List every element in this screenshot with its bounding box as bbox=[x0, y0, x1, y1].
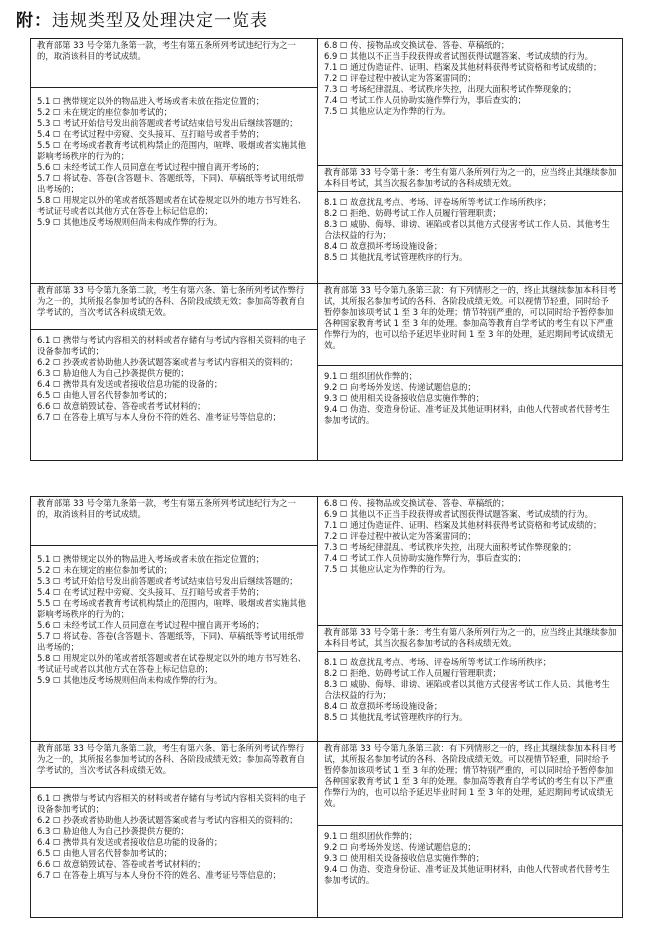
section-header-text: 教育部第 33 号令第九条第三款：有下列情形之一的，终止其继续参加本科目考试，其所报名参加考试的各科、各阶段成绩无效。可以视情节轻重，同时给予暂停参加该项考试 1 至 3 年的处理；情节特别严重的，可以同时给予暂停参加各种国家教育考试 1 至 3 年的处理。参加高等教育自学考试的考生有以下严重作弊行为的，也可以给予延迟毕业时间 1 至 3 年的处理，延迟期间考试成绩无效。 bbox=[324, 285, 617, 350]
list-item: 6.5 ☐ 由他人冒名代替参加考试的； bbox=[37, 390, 173, 400]
list-item: 5.1 ☐ 携带规定以外的物品进入考场或者未放在指定位置的； bbox=[37, 554, 265, 564]
table-right-column bbox=[318, 39, 622, 460]
list-item: 5.9 ☐ 其他违反考场规则但尚未构成作弊的行为。 bbox=[37, 217, 223, 227]
list-item: 6.7 ☐ 在答卷上填写与本人身份不符的姓名、准考证号等信息的； bbox=[37, 412, 281, 422]
list-item: 7.5 ☐ 其他应认定为作弊的行为。 bbox=[324, 564, 451, 574]
list-item: 5.9 ☐ 其他违反考场规则但尚未构成作弊的行为。 bbox=[37, 675, 223, 685]
section-items-5 bbox=[31, 91, 317, 281]
list-item: 5.8 ☐ 用规定以外的笔或者纸答题或者在试卷规定以外的地方书写姓名、考试证号或者以其他方式在答卷上标记信息的； bbox=[37, 195, 307, 216]
list-item: 5.6 ☐ 未经考试工作人员同意在考试过程中擅自离开考场的； bbox=[37, 620, 265, 630]
list-item: 9.4 ☐ 伪造、变造身份证、准考证及其他证明材料，由他人代替或者代替考生参加考试的。 bbox=[324, 404, 610, 425]
section-items-6-7 bbox=[318, 497, 622, 625]
list-item: 5.2 ☐ 未在规定的座位参加考试的； bbox=[37, 565, 173, 575]
list-item: 7.2 ☐ 评卷过程中被认定为答案雷同的； bbox=[324, 531, 476, 541]
section-items-8 bbox=[318, 651, 622, 741]
list-item: 8.3 ☐ 威胁、侮辱、诽谤、诬陷或者以其他方式侵害考试工作人员、其他考生合法权益的行为； bbox=[324, 679, 610, 700]
list-item: 5.8 ☐ 用规定以外的笔或者纸答题或者在试卷规定以外的地方书写姓名、考试证号或者以其他方式在答卷上标记信息的； bbox=[37, 653, 307, 674]
list-item: 9.1 ☐ 组织团伙作弊的； bbox=[324, 371, 418, 381]
list-item: 7.3 ☐ 考场纪律混乱、考试秩序失控，出现大面积考试作弊现象的； bbox=[324, 542, 577, 552]
list-item: 7.4 ☐ 考试工作人员协助实施作弊行为，事后查实的； bbox=[324, 95, 527, 105]
list-item: 8.2 ☐ 拒绝、妨碍考试工作人员履行管理职责； bbox=[324, 208, 501, 218]
document-title bbox=[16, 6, 268, 34]
list-item: 7.1 ☐ 通过伪造证件、证明、档案及其他材料获得考试资格和考试成绩的； bbox=[324, 520, 602, 530]
list-item: 5.4 ☐ 在考试过程中旁窥、交头接耳、互打暗号或者手势的； bbox=[37, 129, 265, 139]
section-header-text: 教育部第 33 号令第十条：考生有第八条所列行为之一的，应当终止其继续参加本科目考试，其当次报名参加考试的各科成绩无效。 bbox=[324, 167, 617, 188]
section-header-8 bbox=[318, 165, 622, 191]
list-item: 8.5 ☐ 其他扰乱考试管理秩序的行为。 bbox=[324, 252, 468, 262]
violation-table bbox=[30, 496, 623, 918]
list-item: 5.3 ☐ 考试开始信号发出前答题或者考试结束信号发出后继续答题的； bbox=[37, 118, 298, 128]
section-header-6-7 bbox=[31, 283, 317, 329]
section-header-9 bbox=[318, 741, 622, 825]
list-item: 6.8 ☐ 传、接物品或交换试卷、答卷、草稿纸的； bbox=[324, 498, 510, 508]
list-item: 8.1 ☐ 故意扰乱考点、考场、评卷场所等考试工作场所秩序； bbox=[324, 197, 552, 207]
section-items-9 bbox=[318, 365, 622, 462]
list-item: 5.3 ☐ 考试开始信号发出前答题或者考试结束信号发出后继续答题的； bbox=[37, 576, 298, 586]
list-item: 6.2 ☐ 抄袭或者协助他人抄袭试题答案或者与考试内容相关的资料的； bbox=[37, 815, 298, 825]
section-items-6 bbox=[31, 329, 317, 462]
list-item: 6.9 ☐ 其他以不正当手段获得或者试图获得试题答案、考试成绩的行为。 bbox=[324, 51, 594, 61]
list-item: 8.1 ☐ 故意扰乱考点、考场、评卷场所等考试工作场所秩序； bbox=[324, 657, 552, 667]
table-right-column bbox=[318, 497, 622, 917]
list-item: 5.1 ☐ 携带规定以外的物品进入考场或者未放在指定位置的； bbox=[37, 96, 265, 106]
section-header-5 bbox=[31, 39, 317, 87]
section-header-text: 教育部第 33 号令第九条第一款，考生有第五条所列考试违纪行为之一的，取消该科目的考试成绩。 bbox=[37, 498, 296, 519]
list-item: 8.5 ☐ 其他扰乱考试管理秩序的行为。 bbox=[324, 712, 468, 722]
list-item: 9.3 ☐ 使用相关设备接收信息实施作弊的； bbox=[324, 853, 485, 863]
list-item: 6.2 ☐ 抄袭或者协助他人抄袭试题答案或者与考试内容相关的资料的； bbox=[37, 357, 298, 367]
list-item: 5.2 ☐ 未在规定的座位参加考试的； bbox=[37, 107, 173, 117]
list-item: 9.2 ☐ 向考场外发送、传递试题信息的； bbox=[324, 382, 476, 392]
list-item: 8.4 ☐ 故意损坏考场设施设备； bbox=[324, 241, 443, 251]
list-item: 6.1 ☐ 携带与考试内容相关的材料或者存储有与考试内容相关资料的电子设备参加考试的； bbox=[37, 793, 307, 814]
list-item: 9.3 ☐ 使用相关设备接收信息实施作弊的； bbox=[324, 393, 485, 403]
list-item: 6.3 ☐ 胁迫他人为自己抄袭提供方便的； bbox=[37, 826, 189, 836]
list-item: 7.4 ☐ 考试工作人员协助实施作弊行为，事后查实的； bbox=[324, 553, 527, 563]
list-item: 5.6 ☐ 未经考试工作人员同意在考试过程中擅自离开考场的； bbox=[37, 162, 265, 172]
section-header-text: 教育部第 33 号令第九条第二款，考生有第六条、第七条所列考试作弊行为之一的，其所报名参加考试的各科、各阶段成绩无效；参加高等教育自学考试的，当次考试各科成绩无效。 bbox=[37, 743, 305, 775]
list-item: 6.3 ☐ 胁迫他人为自己抄袭提供方便的； bbox=[37, 368, 189, 378]
list-item: 5.5 ☐ 在考场或者教育考试机构禁止的范围内，喧哗、吸烟或者实施其他影响考场秩序的行为的； bbox=[37, 598, 307, 619]
section-header-text: 教育部第 33 号令第十条：考生有第八条所列行为之一的，应当终止其继续参加本科目考试，其当次报名参加考试的各科成绩无效。 bbox=[324, 627, 617, 648]
table-left-column bbox=[31, 39, 318, 460]
list-item: 9.2 ☐ 向考场外发送、传递试题信息的； bbox=[324, 842, 476, 852]
title-text: 违规类型及处理决定一览表 bbox=[52, 11, 268, 31]
section-items-5 bbox=[31, 549, 317, 741]
section-header-9 bbox=[318, 283, 622, 365]
section-header-5 bbox=[31, 497, 317, 545]
section-header-8 bbox=[318, 625, 622, 651]
section-header-text: 教育部第 33 号令第九条第三款：有下列情形之一的，终止其继续参加本科目考试，其所报名参加考试的各科、各阶段成绩无效。可以视情节轻重，同时给予暂停参加该项考试 1 至 3 年的处理；情节特别严重的，可以同时给予暂停参加各种国家教育考试 1 至 3 年的处理。参加高等教育自学考试的考生有以下严重作弊行为的，也可以给予延迟毕业时间 1 至 3 年的处理，延迟期间考试成绩无效。 bbox=[324, 743, 617, 808]
list-item: 9.4 ☐ 伪造、变造身份证、准考证及其他证明材料，由他人代替或者代替考生参加考试的。 bbox=[324, 864, 610, 885]
list-item: 6.6 ☐ 故意销毁试卷、答卷或者考试材料的； bbox=[37, 859, 206, 869]
list-item: 7.3 ☐ 考场纪律混乱、考试秩序失控，出现大面积考试作弊现象的； bbox=[324, 84, 577, 94]
title-prefix: 附： bbox=[16, 11, 52, 31]
section-items-6 bbox=[31, 787, 317, 919]
list-item: 6.8 ☐ 传、接物品或交换试卷、答卷、草稿纸的； bbox=[324, 40, 510, 50]
list-item: 6.7 ☐ 在答卷上填写与本人身份不符的姓名、准考证号等信息的； bbox=[37, 870, 281, 880]
table-left-column bbox=[31, 497, 318, 917]
list-item: 5.7 ☐ 将试卷、答卷(含答题卡、答题纸等，下同)、草稿纸等考试用纸带出考场的； bbox=[37, 631, 305, 652]
list-item: 7.1 ☐ 通过伪造证件、证明、档案及其他材料获得考试资格和考试成绩的； bbox=[324, 62, 602, 72]
list-item: 5.5 ☐ 在考场或者教育考试机构禁止的范围内，喧哗、吸烟或者实施其他影响考场秩序的行为的； bbox=[37, 140, 307, 161]
list-item: 6.5 ☐ 由他人冒名代替参加考试的； bbox=[37, 848, 173, 858]
list-item: 6.4 ☐ 携带具有发送或者接收信息功能的设备的； bbox=[37, 837, 223, 847]
section-header-6-7 bbox=[31, 741, 317, 787]
list-item: 7.5 ☐ 其他应认定为作弊的行为。 bbox=[324, 106, 451, 116]
section-items-9 bbox=[318, 825, 622, 919]
list-item: 8.3 ☐ 威胁、侮辱、诽谤、诬陷或者以其他方式侵害考试工作人员、其他考生合法权益的行为； bbox=[324, 219, 610, 240]
section-items-6-7 bbox=[318, 39, 622, 165]
list-item: 8.2 ☐ 拒绝、妨碍考试工作人员履行管理职责； bbox=[324, 668, 501, 678]
section-header-text: 教育部第 33 号令第九条第二款，考生有第六条、第七条所列考试作弊行为之一的，其所报名参加考试的各科、各阶段成绩无效；参加高等教育自学考试的，当次考试各科成绩无效。 bbox=[37, 285, 305, 317]
list-item: 7.2 ☐ 评卷过程中被认定为答案雷同的； bbox=[324, 73, 476, 83]
list-item: 6.1 ☐ 携带与考试内容相关的材料或者存储有与考试内容相关资料的电子设备参加考试的； bbox=[37, 335, 307, 356]
violation-table bbox=[30, 38, 623, 461]
list-item: 8.4 ☐ 故意损坏考场设施设备； bbox=[324, 701, 443, 711]
list-item: 6.9 ☐ 其他以不正当手段获得或者试图获得试题答案、考试成绩的行为。 bbox=[324, 509, 594, 519]
list-item: 6.6 ☐ 故意销毁试卷、答卷或者考试材料的； bbox=[37, 401, 206, 411]
section-items-8 bbox=[318, 191, 622, 283]
list-item: 6.4 ☐ 携带具有发送或者接收信息功能的设备的； bbox=[37, 379, 223, 389]
list-item: 5.7 ☐ 将试卷、答卷(含答题卡、答题纸等，下同)、草稿纸等考试用纸带出考场的； bbox=[37, 173, 305, 194]
list-item: 5.4 ☐ 在考试过程中旁窥、交头接耳、互打暗号或者手势的； bbox=[37, 587, 265, 597]
list-item: 9.1 ☐ 组织团伙作弊的； bbox=[324, 831, 418, 841]
section-header-text: 教育部第 33 号令第九条第一款，考生有第五条所列考试违纪行为之一的，取消该科目的考试成绩。 bbox=[37, 40, 296, 61]
